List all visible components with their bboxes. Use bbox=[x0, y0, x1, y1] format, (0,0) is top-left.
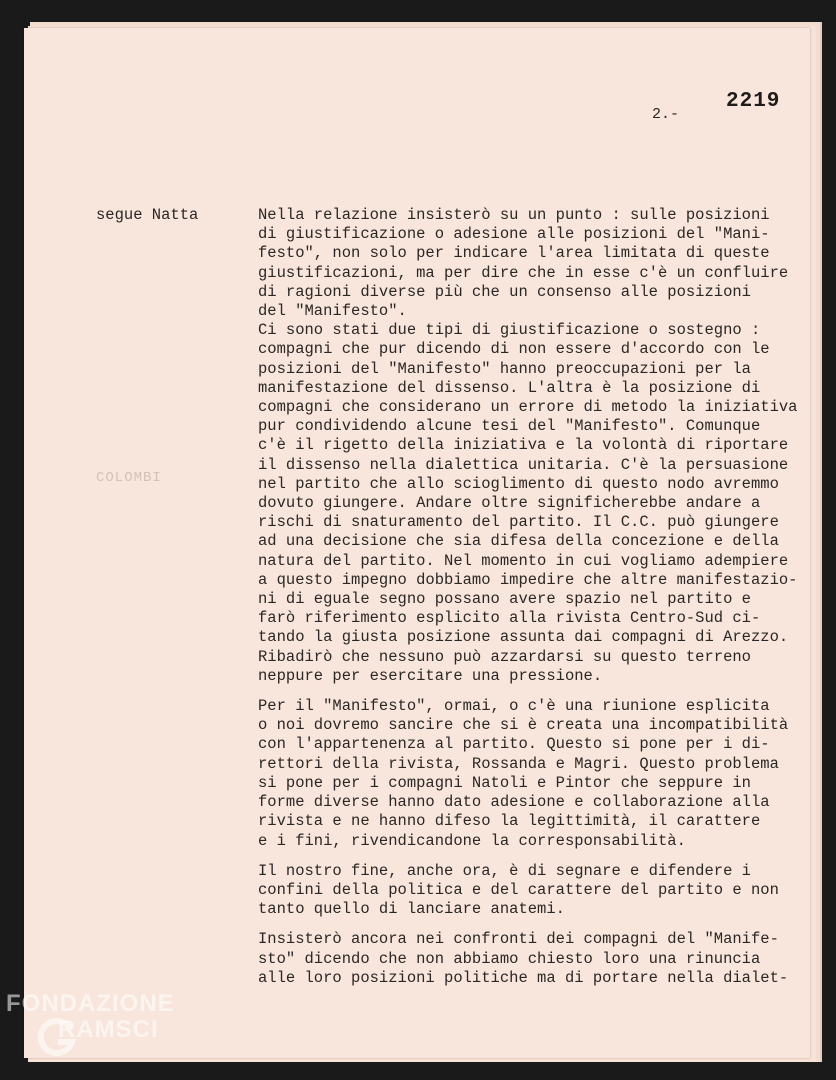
text-line: Ribadirò che nessuno può azzardarsi su questo terreno bbox=[258, 647, 751, 666]
text-line: dovuto giungere. Andare oltre significherebbe andare a bbox=[258, 494, 761, 513]
text-line: alle loro posizioni politiche ma di portare nella dialet- bbox=[258, 968, 789, 987]
text-line: rivista e ne hanno difeso la legittimità, il carattere bbox=[258, 812, 761, 831]
paragraph bbox=[258, 862, 798, 920]
text-line: giustificazioni, ma per dire che in esse c'è un confluire bbox=[258, 263, 789, 282]
text-line: festo", non solo per indicare l'area limitata di queste bbox=[258, 244, 770, 263]
page-label: 2.- bbox=[652, 106, 680, 123]
text-line: confini della politica e del carattere del partito e non bbox=[258, 880, 779, 899]
text-line: posizioni del "Manifesto" hanno preoccupazioni per la bbox=[258, 359, 751, 378]
text-line: compagni che considerano un errore di metodo la iniziativa bbox=[258, 398, 798, 417]
text-line: il dissenso nella dialettica unitaria. C'è la persuasione bbox=[258, 455, 789, 474]
text-line: Il nostro fine, anche ora, è di segnare e difendere i bbox=[258, 861, 751, 880]
text-line: del "Manifesto". bbox=[258, 302, 407, 321]
text-line: Ci sono stati due tipi di giustificazione o sostegno : bbox=[258, 321, 761, 340]
text-line: natura del partito. Nel momento in cui vogliamo adempiere bbox=[258, 551, 789, 570]
text-line: farò riferimento esplicito alla rivista Centro-Sud ci- bbox=[258, 609, 761, 628]
text-line: ad una decisione che sia difesa della concezione e della bbox=[258, 532, 779, 551]
speaker-label: segue Natta bbox=[96, 206, 199, 224]
body-text bbox=[258, 206, 798, 999]
paragraph bbox=[258, 206, 798, 686]
text-line: rettori della rivista, Rossanda e Magri. Questo problema bbox=[258, 754, 779, 773]
watermark-line-2: RAMSCI bbox=[58, 1016, 159, 1043]
text-line: Per il "Manifesto", ormai, o c'è una riunione esplicita bbox=[258, 697, 770, 716]
text-line: Nella relazione insisterò su un punto : sulle posizioni bbox=[258, 206, 770, 224]
watermark-logo bbox=[0, 990, 210, 1070]
text-line: compagni che pur dicendo di non essere d'accordo con le bbox=[258, 340, 770, 359]
paragraph bbox=[258, 930, 798, 988]
text-line: manifestazione del dissenso. L'altra è la posizione di bbox=[258, 378, 761, 397]
text-line: si pone per i compagni Natoli e Pintor che seppure in bbox=[258, 773, 751, 792]
text-line: con l'appartenenza al partito. Questo si pone per i di- bbox=[258, 735, 770, 754]
text-line: rischi di snaturamento del partito. Il C.C. può giungere bbox=[258, 513, 779, 532]
text-line: c'è il rigetto della iniziativa e la volontà di riportare bbox=[258, 436, 789, 455]
text-line: forme diverse hanno dato adesione e collaborazione alla bbox=[258, 793, 770, 812]
text-line: neppure per esercitare una pressione. bbox=[258, 666, 603, 685]
page-number: 2219 bbox=[726, 90, 781, 113]
watermark-line-1: FONDAZIONE bbox=[6, 990, 175, 1017]
text-line: sto" dicendo che non abbiamo chiesto loro una rinuncia bbox=[258, 949, 761, 968]
text-line: di ragioni diverse più che un consenso alle posizioni bbox=[258, 282, 751, 301]
paragraph bbox=[258, 697, 798, 851]
text-line: e i fini, rivendicandone la corresponsabilità. bbox=[258, 831, 686, 850]
text-line: o noi dovremo sancire che si è creata una incompatibilità bbox=[258, 716, 789, 735]
bleed-through-text: COLOMBI bbox=[96, 470, 162, 486]
text-line: nel partito che allo scioglimento di questo nodo avremmo bbox=[258, 474, 779, 493]
text-line: tanto quello di lanciare anatemi. bbox=[258, 900, 565, 919]
text-line: Insisterò ancora nei confronti dei compagni del "Manife- bbox=[258, 930, 779, 949]
text-line: pur condividendo alcune tesi del "Manifesto". Comunque bbox=[258, 417, 761, 436]
text-line: ni di eguale segno possano avere spazio nel partito e bbox=[258, 590, 751, 609]
text-line: di giustificazione o adesione alle posizioni del "Mani- bbox=[258, 225, 770, 244]
text-line: tando la giusta posizione assunta dai compagni di Arezzo. bbox=[258, 628, 789, 647]
text-line: a questo impegno dobbiamo impedire che altre manifestazio- bbox=[258, 570, 798, 589]
